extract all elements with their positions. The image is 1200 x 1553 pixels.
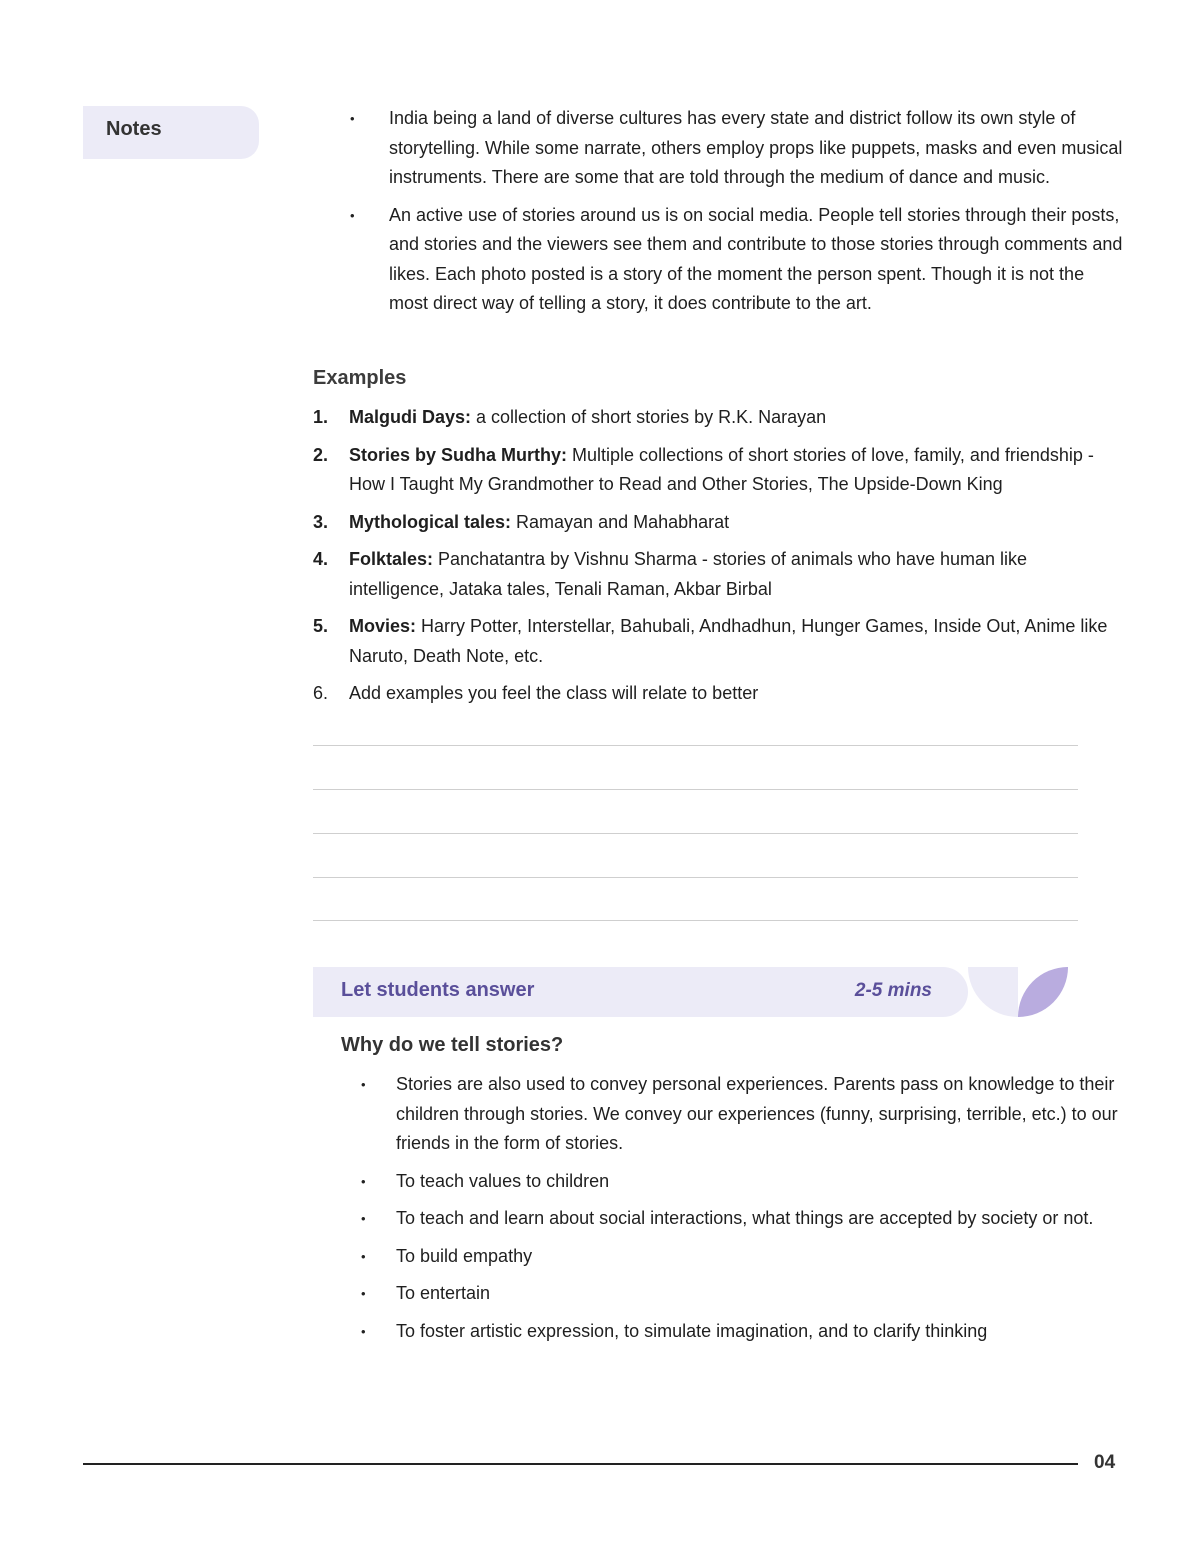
example-item — [313, 612, 1123, 671]
example-title: Mythological tales: — [349, 511, 512, 532]
intro-bullet: • India being a land of diverse cultures has every state and district follow its own style of storytelling. While some narrate, others employ props like puppets, masks and even musical instruments. There are some that are told through the medium of dance and music. — [313, 104, 1123, 193]
intro-bullet: • An active use of stories around us is on social media. People tell stories through their posts, and stories and the viewers see them and contribute to those stories through comments and likes. Each photo posted is a story of the moment the person spent. Though it is not the most direct way of telling a story, it does contribute to the art. — [313, 201, 1123, 319]
example-number: 4. — [313, 549, 329, 569]
writing-line — [313, 789, 1078, 790]
writing-line — [313, 833, 1078, 834]
notes-label: Notes — [106, 118, 162, 140]
activity-header — [313, 967, 968, 1017]
notes-tab — [83, 106, 259, 159]
examples-heading: Examples — [313, 367, 407, 389]
example-item — [313, 508, 1123, 538]
example-item — [313, 679, 1123, 709]
examples-list — [313, 403, 1123, 717]
page-number: 04 — [1094, 1452, 1116, 1473]
example-number: 3. — [313, 511, 329, 532]
example-item — [313, 545, 1123, 604]
example-text: Multiple collections of short stories of love, family, and friendship - How I Taught My Grandmother to Read and Other Stories, The Upside-Down King — [349, 444, 1094, 494]
example-text: a collection of short stories by R.K. Narayan — [471, 407, 827, 427]
writing-line — [313, 745, 1078, 746]
example-item — [313, 403, 1123, 433]
intro-bullet-list — [313, 104, 1123, 327]
example-number: 6. — [313, 683, 329, 703]
answer-item: • To teach values to children — [341, 1167, 1126, 1197]
footer-divider — [83, 1463, 1078, 1465]
answer-list — [341, 1070, 1126, 1354]
example-text: Add examples you feel the class will relate to better — [349, 683, 759, 703]
answer-item: • To build empathy — [341, 1242, 1126, 1272]
example-text: Harry Potter, Interstellar, Bahubali, Andhadhun, Hunger Games, Inside Out, Anime like Naruto, Death Note, etc. — [349, 616, 1108, 666]
activity-duration: 2-5 mins — [854, 980, 932, 1001]
question-heading: Why do we tell stories? — [341, 1034, 564, 1056]
answer-item: • To entertain — [341, 1279, 1126, 1309]
writing-line — [313, 877, 1078, 878]
writing-line — [313, 920, 1078, 921]
example-title: Stories by Sudha Murthy: — [349, 444, 568, 465]
example-text: Panchatantra by Vishnu Sharma - stories of animals who have human like intelligence, Jataka tales, Tenali Raman, Akbar Birbal — [349, 549, 1028, 599]
example-title: Movies: — [349, 616, 417, 636]
example-number: 1. — [313, 407, 329, 427]
example-text: Ramayan and Mahabharat — [511, 511, 730, 532]
leaf-decoration-icon — [968, 967, 1068, 1017]
answer-item: • To teach and learn about social interactions, what things are accepted by society or not. — [341, 1204, 1126, 1234]
answer-item: • To foster artistic expression, to simulate imagination, and to clarify thinking — [341, 1317, 1126, 1347]
answer-item: • Stories are also used to convey personal experiences. Parents pass on knowledge to their children through stories. We convey our experiences (funny, surprising, terrible, etc.) to our friends in the form of stories. — [341, 1070, 1126, 1159]
example-title: Folktales: — [349, 549, 434, 569]
example-number: 2. — [313, 444, 329, 465]
example-number: 5. — [313, 616, 329, 636]
example-title: Malgudi Days: — [349, 407, 472, 427]
example-item — [313, 441, 1123, 500]
activity-title: Let students answer — [341, 979, 535, 1001]
